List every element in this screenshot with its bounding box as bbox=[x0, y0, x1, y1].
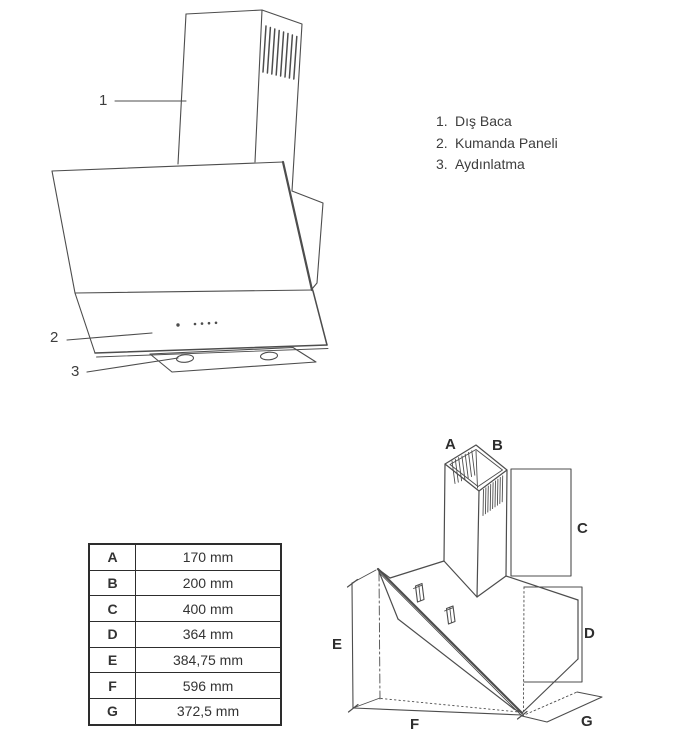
dim-label-b: B bbox=[492, 437, 503, 454]
dim-label-e: E bbox=[332, 636, 343, 653]
dim-value-cell: 400 mm bbox=[136, 596, 282, 622]
dim-label-f: F bbox=[410, 716, 420, 733]
dim-letter-cell: G bbox=[89, 699, 136, 725]
dim-label-g: G bbox=[581, 713, 593, 730]
dim-box-c bbox=[511, 469, 571, 576]
dim-glass-panel bbox=[378, 569, 522, 715]
legend-item-number: 3. bbox=[436, 156, 448, 173]
dim-value-cell: 384,75 mm bbox=[136, 647, 282, 673]
vent-grille bbox=[263, 26, 297, 79]
dim-value-cell: 596 mm bbox=[136, 673, 282, 699]
lamp-right bbox=[260, 352, 277, 361]
legend-item-label: Aydınlatma bbox=[455, 156, 525, 173]
callout-1: 1 bbox=[99, 92, 108, 109]
legend-item-label: Dış Baca bbox=[455, 113, 512, 129]
dim-letter-cell: F bbox=[89, 673, 136, 699]
table-row bbox=[89, 570, 281, 596]
dim-letter-cell: A bbox=[89, 544, 136, 570]
table-row bbox=[89, 596, 281, 622]
hood-illustration bbox=[52, 10, 328, 372]
callout-2: 2 bbox=[50, 329, 59, 346]
dim-line-f bbox=[353, 698, 527, 719]
leader-lines bbox=[67, 101, 186, 372]
dim-label-a: A bbox=[445, 436, 456, 453]
lamp-left bbox=[176, 354, 193, 363]
legend-item-label: Kumanda Paneli bbox=[455, 134, 558, 151]
glass-panel bbox=[52, 162, 313, 293]
dim-label-d: D bbox=[584, 625, 595, 642]
table-row bbox=[89, 544, 281, 570]
table-row bbox=[89, 699, 281, 725]
dim-line-e bbox=[348, 570, 377, 712]
table-row bbox=[89, 647, 281, 673]
dimension-drawing bbox=[348, 445, 603, 722]
legend-item bbox=[436, 154, 558, 176]
dim-letter-cell: C bbox=[89, 596, 136, 622]
dim-value-cell: 372,5 mm bbox=[136, 699, 282, 725]
dim-body bbox=[378, 561, 578, 712]
underside bbox=[150, 348, 316, 373]
legend-item bbox=[436, 111, 558, 133]
dim-letter-cell: D bbox=[89, 622, 136, 648]
dim-chimney bbox=[444, 445, 507, 597]
table-row bbox=[89, 673, 281, 699]
dim-value-cell: 364 mm bbox=[136, 622, 282, 648]
legend-item-number: 1. bbox=[436, 113, 448, 129]
dim-box-d bbox=[524, 587, 583, 711]
legend-item-number: 2. bbox=[436, 134, 448, 151]
parts-legend bbox=[436, 111, 558, 176]
dim-value-cell: 200 mm bbox=[136, 570, 282, 596]
dim-letter-cell: B bbox=[89, 570, 136, 596]
table-row bbox=[89, 622, 281, 648]
dimensions-table bbox=[88, 543, 282, 726]
mounting-brackets bbox=[414, 584, 456, 625]
dim-letter-cell: E bbox=[89, 647, 136, 673]
dim-label-c: C bbox=[577, 520, 588, 537]
callout-3: 3 bbox=[71, 363, 80, 380]
touch-control-dots bbox=[176, 322, 217, 327]
hidden-back-edge bbox=[379, 572, 380, 699]
dim-value-cell: 170 mm bbox=[136, 544, 282, 570]
legend-item bbox=[436, 133, 558, 155]
chimney-vent-hatch bbox=[483, 476, 503, 516]
